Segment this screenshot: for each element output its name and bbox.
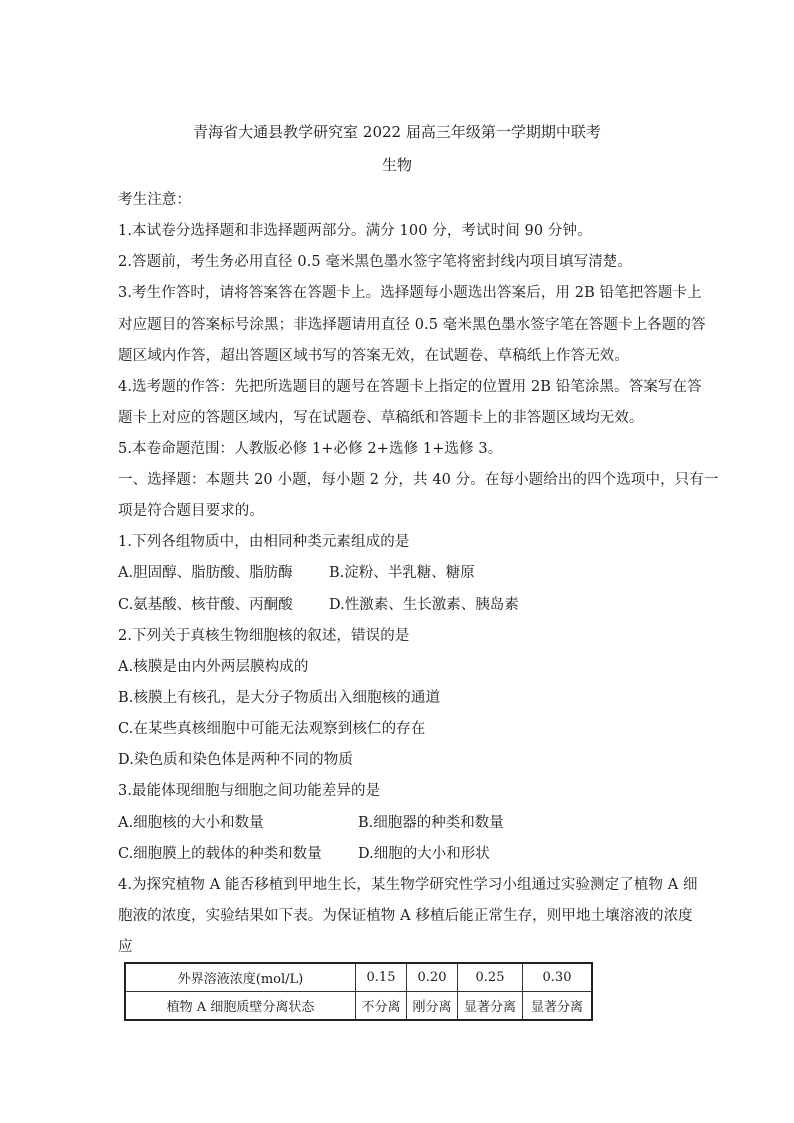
- table-cell: 刚分离: [407, 992, 458, 1021]
- notice-item-1: 1.本试卷分选择题和非选择题两部分。满分 100 分，考试时间 90 分钟。: [118, 223, 592, 239]
- table-cell: 不分离: [356, 992, 407, 1021]
- table-cell: 显著分离: [523, 992, 593, 1021]
- notice-item-3-line-2: 对应题目的答案标号涂黑；非选择题请用直径 0.5 毫米黑色墨水签字笔在答题卡上各题的答: [118, 317, 706, 333]
- table-row: [125, 992, 592, 1021]
- question-2-stem: 2.下列关于真核生物细胞核的叙述，错误的是: [118, 628, 410, 644]
- question-1-option-b: B.淀粉、半乳糖、糖原: [329, 565, 475, 581]
- notice-item-4-line-2: 题卡上对应的答题区域内，写在试题卷、草稿纸和答题卡上的非答题区域均无效。: [118, 410, 644, 426]
- section-heading-line-1: 一、选择题：本题共 20 小题，每小题 2 分，共 40 分。在每小题给出的四个选项中，只有一: [118, 472, 719, 488]
- question-3-option-d: D.细胞的大小和形状: [358, 846, 490, 862]
- question-1-option-c: C.氨基酸、核苷酸、丙酮酸: [118, 597, 293, 613]
- table-cell: 0.30: [523, 963, 593, 992]
- table-cell: 外界溶液浓度(mol/L): [125, 963, 356, 992]
- question-2-option-b: B.核膜上有核孔，是大分子物质出入细胞核的通道: [118, 690, 441, 706]
- question-3-option-a: A.细胞核的大小和数量: [118, 815, 264, 831]
- question-2-option-a: A.核膜是由内外两层膜构成的: [118, 659, 309, 675]
- notice-item-4-line-1: 4.选考题的作答：先把所选题目的题号在答题卡上指定的位置用 2B 铅笔涂黑。答案写在答: [118, 379, 702, 395]
- notice-item-3-line-1: 3.考生作答时，请将答案答在答题卡上。选择题每小题选出答案后，用 2B 铅笔把答题卡上: [118, 285, 702, 301]
- notice-item-2: 2.答题前，考生务必用直径 0.5 毫米黑色墨水签字笔将密封线内项目填写清楚。: [118, 254, 633, 270]
- question-4-stem-line-2: 胞液的浓度，实验结果如下表。为保证植物 A 移植后能正常生存，则甲地土壤溶液的浓度: [118, 908, 693, 924]
- question-3-stem: 3.最能体现细胞与细胞之间功能差异的是: [118, 783, 381, 799]
- question-3-option-c: C.细胞膜上的载体的种类和数量: [118, 846, 322, 862]
- question-1-option-a: A.胆固醇、脂肪酸、脂肪酶: [118, 565, 293, 581]
- section-heading-line-2: 项是符合题目要求的。: [118, 503, 264, 519]
- question-1-option-d: D.性激素、生长激素、胰岛素: [329, 597, 519, 613]
- table-cell: 0.15: [356, 963, 407, 992]
- concentration-table: [124, 962, 593, 1021]
- question-1-stem: 1.下列各组物质中，由相同种类元素组成的是: [118, 534, 410, 550]
- question-2-option-d: D.染色质和染色体是两种不同的物质: [118, 752, 353, 768]
- question-4-stem-line-3: 应: [118, 939, 133, 955]
- table-cell: 0.20: [407, 963, 458, 992]
- notice-heading: 考生注意：: [118, 192, 191, 208]
- notice-item-5: 5.本卷命题范围：人教版必修 1+必修 2+选修 1+选修 3。: [118, 441, 503, 457]
- question-2-option-c: C.在某些真核细胞中可能无法观察到核仁的存在: [118, 721, 426, 737]
- exam-title: 青海省大通县教学研究室 2022 届高三年级第一学期期中联考: [193, 123, 601, 141]
- table-cell: 植物 A 细胞质壁分离状态: [125, 992, 356, 1021]
- question-4-stem-line-1: 4.为探究植物 A 能否移植到甲地生长，某生物学研究性学习小组通过实验测定了植物 A 细: [118, 877, 698, 893]
- question-3-option-b: B.细胞器的种类和数量: [358, 815, 504, 831]
- table-cell: 显著分离: [458, 992, 523, 1021]
- subject-title: 生物: [381, 156, 412, 174]
- notice-item-3-line-3: 题区域内作答，超出答题区域书写的答案无效，在试题卷、草稿纸上作答无效。: [118, 348, 629, 364]
- table-row: [125, 963, 592, 992]
- table-cell: 0.25: [458, 963, 523, 992]
